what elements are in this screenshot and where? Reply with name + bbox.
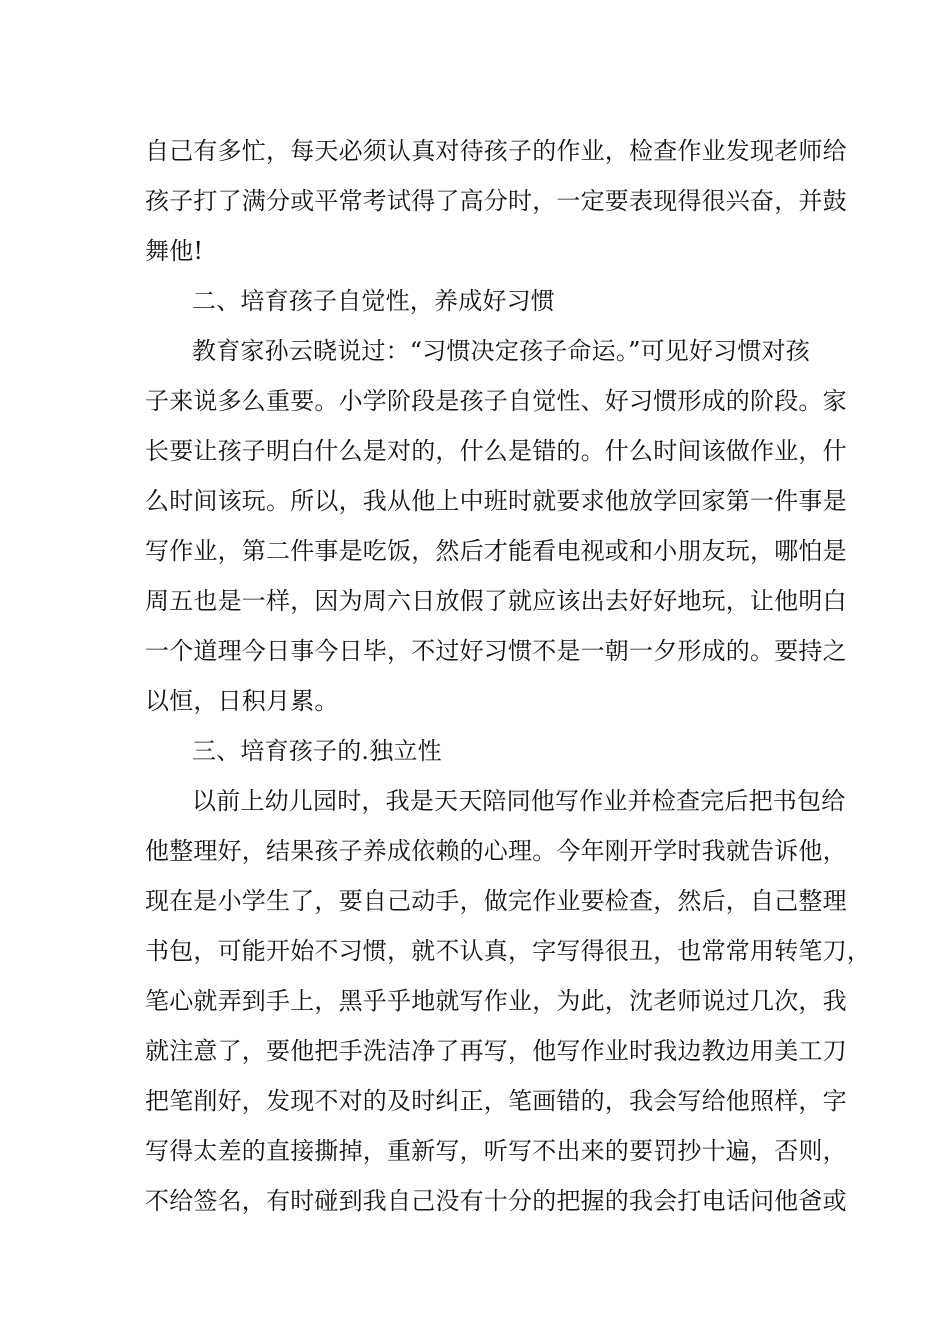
paragraph-line: 一个道理今日事今日毕，不过好习惯不是一朝一夕形成的。要持之 [145,637,847,665]
paragraph-line: 教育家孙云晓说过：“习惯决定孩子命运。”可见好习惯对孩 [192,337,810,365]
section-heading: 二、培育孩子自觉性，养成好习惯 [192,287,555,315]
paragraph-line: 自己有多忙，每天必须认真对待孩子的作业，检查作业发现老师给 [145,137,847,165]
paragraph-line: 不给签名，有时碰到我自己没有十分的把握的我会打电话问他爸或 [145,1187,847,1215]
paragraph-line: 以前上幼儿园时，我是天天陪同他写作业并检查完后把书包给 [192,787,846,815]
paragraph-line: 写作业，第二件事是吃饭，然后才能看电视或和小朋友玩，哪怕是 [145,537,847,565]
paragraph-line: 就注意了，要他把手洗洁净了再写，他写作业时我边教边用美工刀 [145,1037,847,1065]
paragraph-line: 以恒，日积月累。 [145,687,339,715]
paragraph-line: 子来说多么重要。小学阶段是孩子自觉性、好习惯形成的阶段。家 [145,387,847,415]
paragraph-line: 孩子打了满分或平常考试得了高分时，一定要表现得很兴奋，并鼓 [145,187,847,215]
paragraph-line: 么时间该玩。所以，我从他上中班时就要求他放学回家第一件事是 [145,487,847,515]
section-heading: 三、培育孩子的.独立性 [192,737,442,765]
paragraph-line: 笔心就弄到手上，黑乎乎地就写作业，为此，沈老师说过几次，我 [145,987,847,1015]
paragraph-line: 书包，可能开始不习惯，就不认真，字写得很丑，也常常用转笔刀， [145,937,871,965]
paragraph-line: 他整理好，结果孩子养成依赖的心理。今年刚开学时我就告诉他， [145,837,847,865]
paragraph-line: 现在是小学生了，要自己动手，做完作业要检查，然后，自己整理 [145,887,847,915]
paragraph-line: 把笔削好，发现不对的及时纠正，笔画错的，我会写给他照样，字 [145,1087,847,1115]
paragraph-line: 长要让孩子明白什么是对的，什么是错的。什么时间该做作业，什 [145,437,847,465]
paragraph-line: 写得太差的直接撕掉，重新写，听写不出来的要罚抄十遍，否则， [145,1137,847,1165]
paragraph-line: 周五也是一样，因为周六日放假了就应该出去好好地玩，让他明白 [145,587,847,615]
paragraph-line: 舞他! [145,237,204,265]
